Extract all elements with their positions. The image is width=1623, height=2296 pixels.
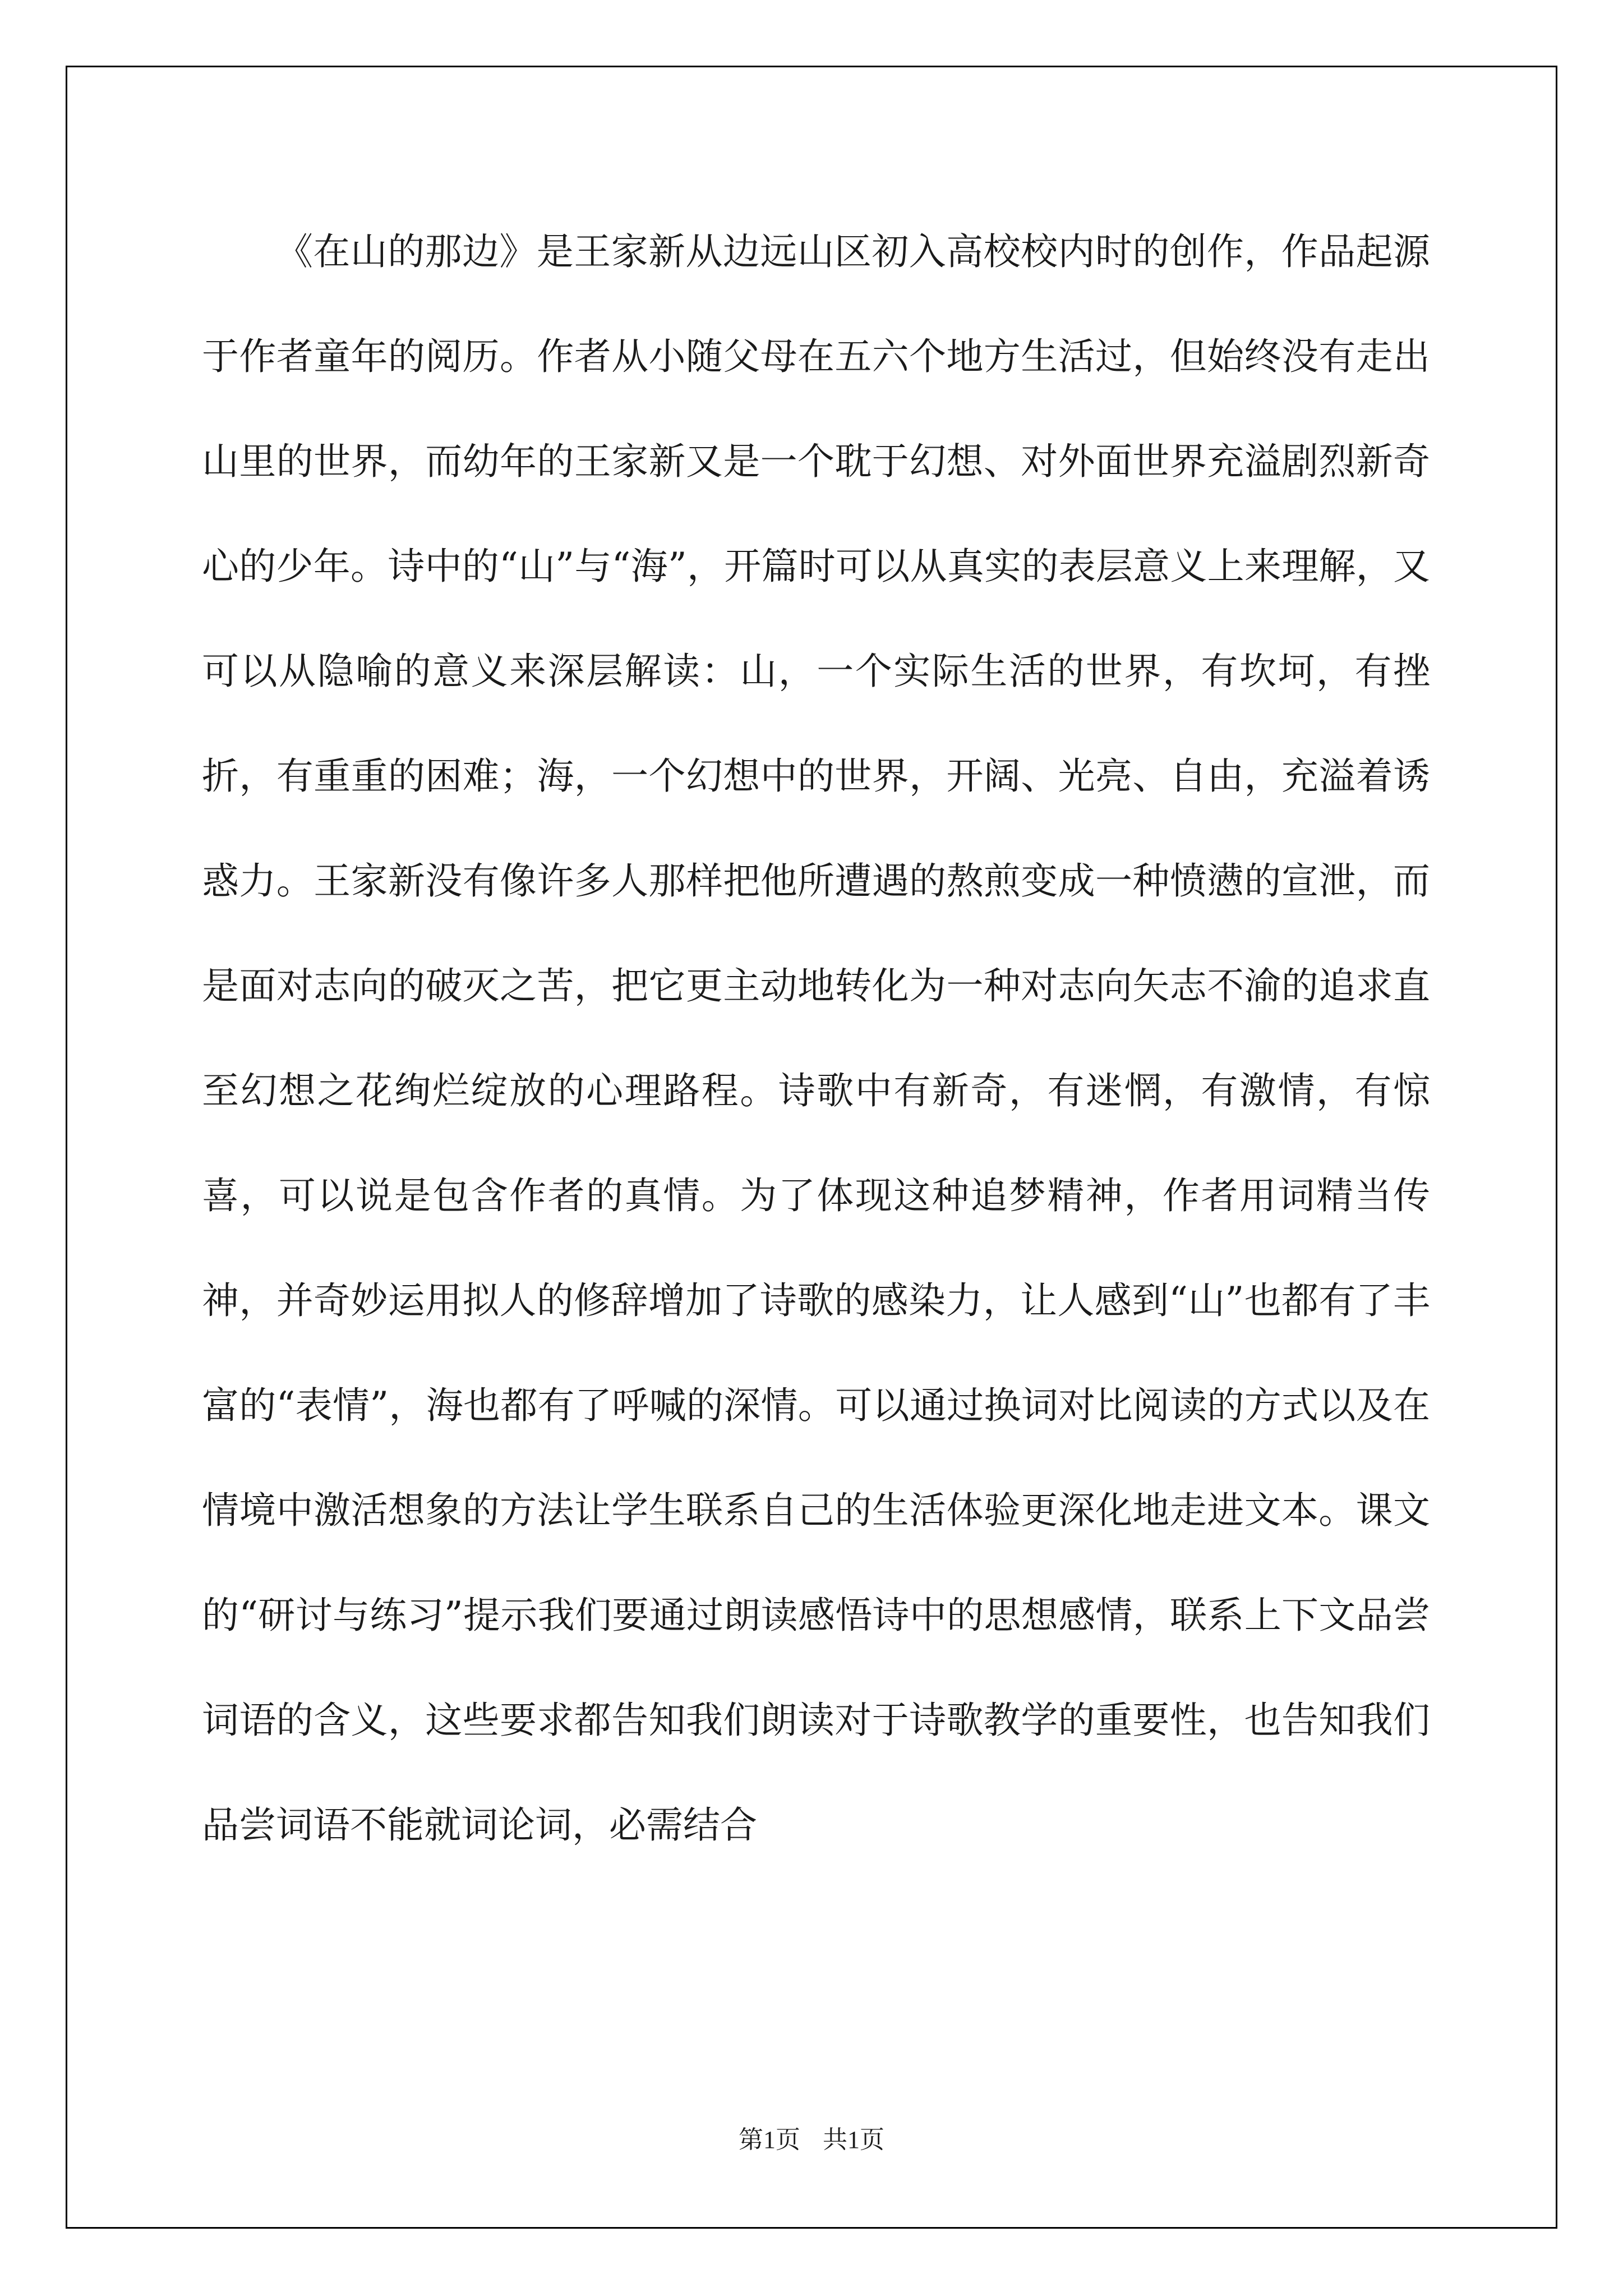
page-number: 第1页 xyxy=(739,2126,800,2154)
body-paragraph: 《在山的那边》是王家新从边远山区初入高校校内时的创作，作品起源于作者童年的阅历。作者从小随父母在五六个地方生活过，但始终没有走出山里的世界，而幼年的王家新又是一个耽于幻想、对外面世界充溢剧烈新奇心的少年。诗中的“山”与“海”，开篇时可以从真实的表层意义上来理解，又可以从隐喻的意义来深层解读：山，一个实际生活的世界，有坎坷，有挫折，有重重的困难；海，一个幻想中的世界，开阔、光亮、自由，充溢着诱惑力。王家新没有像许多人那样把他所遭遇的熬煎变成一种愤懑的宣泄，而是面对志向的破灭之苦，把它更主动地转化为一种对志向矢志不渝的追求直至幻想之花绚烂绽放的心理路程。诗歌中有新奇，有迷惘，有激情，有惊喜，可以说是包含作者的真情。为了体现这种追梦精神，作者用词精当传神，并奇妙运用拟人的修辞增加了诗歌的感染力，让人感到“山”也都有了丰富的“表情”，海也都有了呼喊的深情。可以通过换词对比阅读的方式以及在情境中激活想象的方法让学生联系自己的生活体验更深化地走进文本。课文的“研讨与练习”提示我们要通过朗读感悟诗中的思想感情，联系上下文品尝词语的含义，这些要求都告知我们朗读对于诗歌教学的重要性，也告知我们品尝词语不能就词论词，必需结合 xyxy=(202,230,1430,1847)
page-footer xyxy=(0,2123,1623,2157)
page-total: 共1页 xyxy=(823,2126,884,2154)
